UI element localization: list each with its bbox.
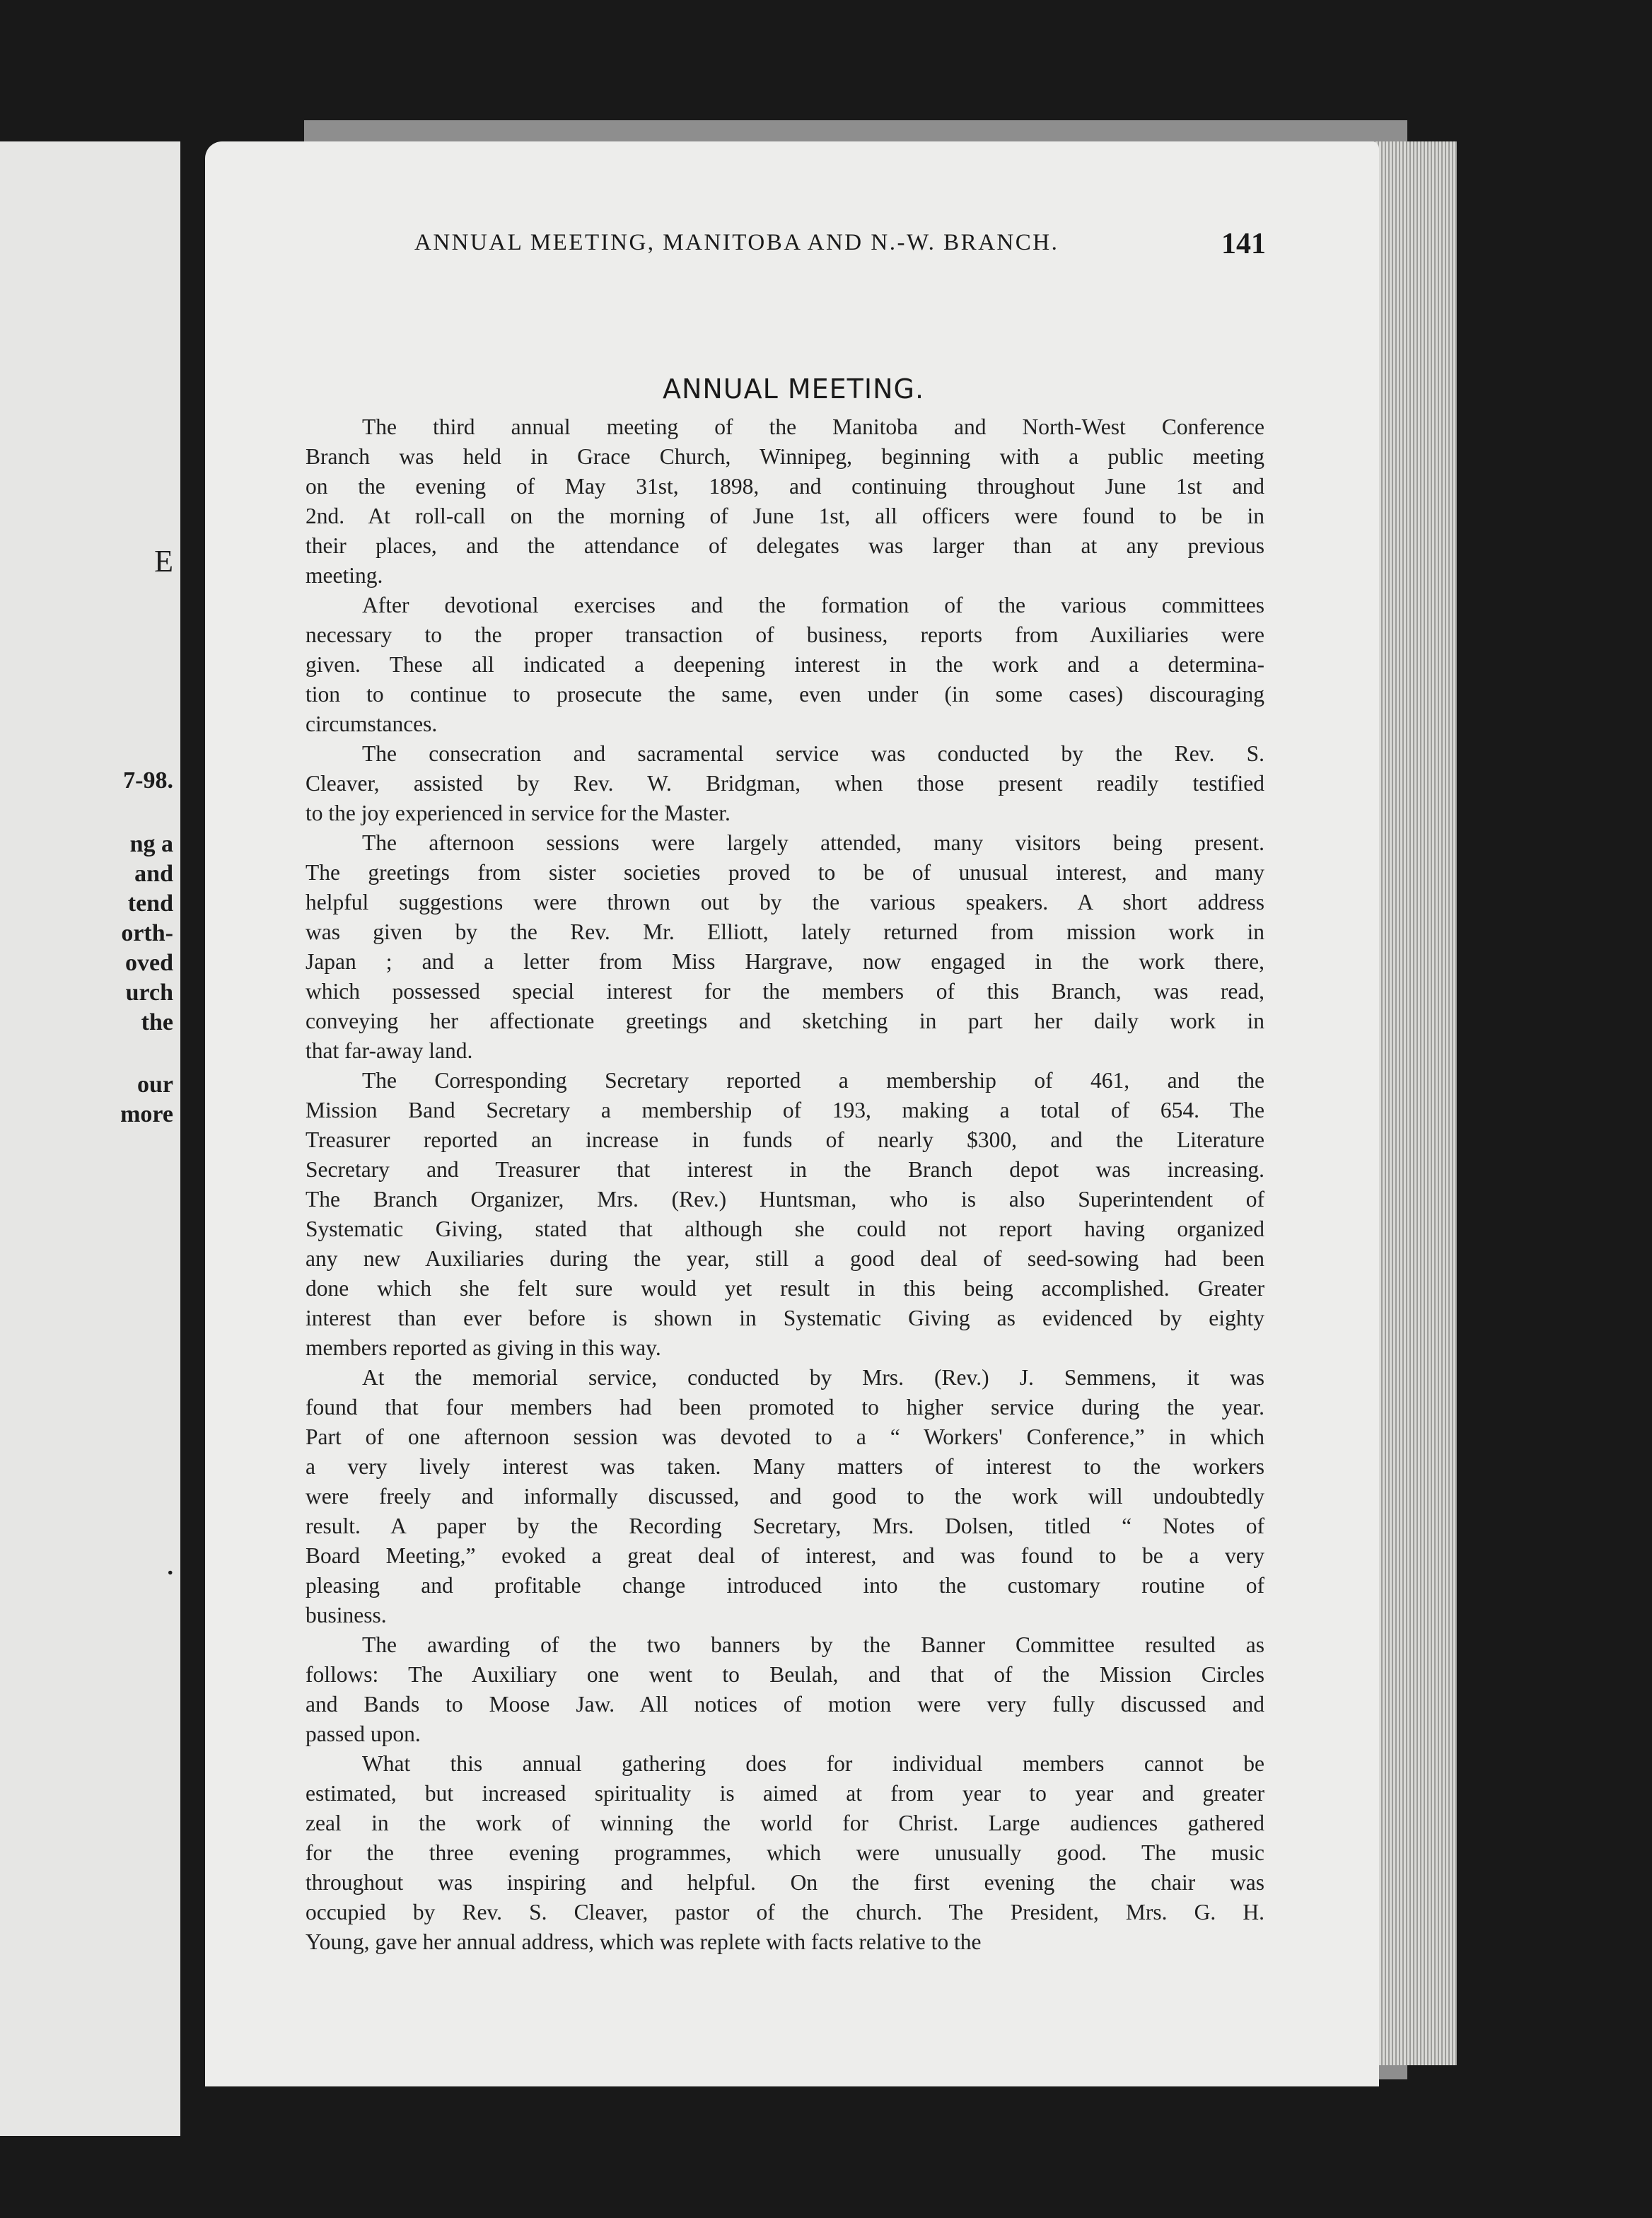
paragraph bbox=[306, 1363, 1264, 1630]
text-line: result. A paper by the Recording Secretary, Mrs. Dolsen, titled “ Notes of bbox=[306, 1514, 1264, 1538]
left-page-fragment: tend bbox=[127, 890, 173, 917]
text-line: Part of one afternoon session was devoted to a “ Workers' Conference,” in which bbox=[306, 1424, 1264, 1449]
text-line: for the three evening programmes, which were unusually good. The music bbox=[306, 1840, 1264, 1865]
section-title: ANNUAL MEETING. bbox=[662, 373, 925, 405]
text-line: Treasurer reported an increase in funds of nearly $300, and the Literature bbox=[306, 1127, 1264, 1152]
text-line: The awarding of the two banners by the Banner Committee resulted as bbox=[362, 1632, 1264, 1657]
text-line: tion to continue to prosecute the same, even under (in some cases) discouraging bbox=[306, 682, 1264, 707]
text-line: that far-away land. bbox=[306, 1038, 473, 1063]
text-line: Mission Band Secretary a membership of 193, making a total of 654. The bbox=[306, 1098, 1264, 1122]
text-line: 2nd. At roll-call on the morning of June 1st, all officers were found to be in bbox=[306, 504, 1264, 528]
running-header bbox=[205, 230, 1266, 265]
text-line: Board Meeting,” evoked a great deal of interest, and was found to be a very bbox=[306, 1543, 1264, 1568]
left-page-fragment: more bbox=[120, 1101, 173, 1127]
text-line: Young, gave her annual address, which was replete with facts relative to the bbox=[306, 1929, 982, 1954]
text-line: The greetings from sister societies proved to be of unusual interest, and many bbox=[306, 860, 1264, 885]
text-line: business. bbox=[306, 1603, 387, 1627]
text-line: The Branch Organizer, Mrs. (Rev.) Huntsman, who is also Superintendent of bbox=[306, 1187, 1264, 1212]
left-page-fragment: . bbox=[167, 1554, 173, 1580]
text-line: pleasing and profitable change introduced into the customary routine of bbox=[306, 1573, 1264, 1598]
paragraph bbox=[306, 412, 1264, 591]
text-line: helpful suggestions were thrown out by the various speakers. A short address bbox=[306, 890, 1264, 915]
text-line: Branch was held in Grace Church, Winnipeg, beginning with a public meeting bbox=[306, 444, 1264, 469]
text-line: What this annual gathering does for individual members cannot be bbox=[362, 1751, 1264, 1776]
paragraph bbox=[306, 828, 1264, 1066]
text-line: their places, and the attendance of delegates was larger than at any previous bbox=[306, 533, 1264, 558]
text-line: any new Auxiliaries during the year, still a good deal of seed-sowing had been bbox=[306, 1246, 1264, 1271]
text-line: necessary to the proper transaction of business, reports from Auxiliaries were bbox=[306, 622, 1264, 647]
text-line: passed upon. bbox=[306, 1721, 421, 1746]
paragraph bbox=[306, 739, 1264, 828]
left-page bbox=[0, 141, 180, 2136]
text-line: on the evening of May 31st, 1898, and continuing throughout June 1st and bbox=[306, 474, 1264, 499]
text-line: The consecration and sacramental service was conducted by the Rev. S. bbox=[362, 741, 1264, 766]
left-page-fragment: oved bbox=[125, 950, 173, 976]
text-line: Cleaver, assisted by Rev. W. Bridgman, when those present readily testified bbox=[306, 771, 1264, 796]
left-page-fragment: 7-98. bbox=[123, 767, 173, 794]
left-page-fragment: our bbox=[137, 1072, 173, 1098]
text-line: After devotional exercises and the formation of the various committees bbox=[362, 593, 1264, 617]
left-page-fragment: the bbox=[141, 1009, 173, 1035]
text-line: The third annual meeting of the Manitoba and North-West Conference bbox=[362, 414, 1264, 439]
paragraph bbox=[306, 1630, 1264, 1749]
left-page-fragment: urch bbox=[125, 980, 173, 1006]
article-body bbox=[306, 412, 1264, 1957]
text-line: meeting. bbox=[306, 563, 383, 588]
running-title: ANNUAL MEETING, MANITOBA AND N.-W. BRANCH. bbox=[414, 230, 1059, 255]
text-line: circumstances. bbox=[306, 712, 438, 736]
text-line: which possessed special interest for the members of this Branch, was read, bbox=[306, 979, 1264, 1004]
paragraph bbox=[306, 1749, 1264, 1957]
text-line: At the memorial service, conducted by Mrs. (Rev.) J. Semmens, it was bbox=[362, 1365, 1264, 1390]
text-line: Secretary and Treasurer that interest in the Branch depot was increasing. bbox=[306, 1157, 1264, 1182]
left-page-fragment: E bbox=[154, 544, 173, 579]
paragraph bbox=[306, 591, 1264, 739]
text-line: conveying her affectionate greetings and sketching in part her daily work in bbox=[306, 1009, 1264, 1033]
text-line: The afternoon sessions were largely attended, many visitors being present. bbox=[362, 830, 1264, 855]
left-page-fragment: orth- bbox=[121, 920, 173, 946]
text-line: done which she felt sure would yet result in this being accomplished. Greater bbox=[306, 1276, 1264, 1301]
paragraph bbox=[306, 1066, 1264, 1363]
text-line: The Corresponding Secretary reported a membership of 461, and the bbox=[362, 1068, 1264, 1093]
page-number: 141 bbox=[1221, 228, 1266, 260]
text-line: found that four members had been promoted to higher service during the year. bbox=[306, 1395, 1264, 1419]
left-page-fragment: ng a bbox=[129, 831, 173, 857]
text-line: was given by the Rev. Mr. Elliott, lately returned from mission work in bbox=[306, 919, 1264, 944]
text-line: members reported as giving in this way. bbox=[306, 1335, 661, 1360]
text-line: throughout was inspiring and helpful. On the first evening the chair was bbox=[306, 1870, 1264, 1895]
text-line: occupied by Rev. S. Cleaver, pastor of the church. The President, Mrs. G. H. bbox=[306, 1900, 1264, 1924]
text-line: Japan ; and a letter from Miss Hargrave, now engaged in the work there, bbox=[306, 949, 1264, 974]
text-line: follows: The Auxiliary one went to Beulah, and that of the Mission Circles bbox=[306, 1662, 1264, 1687]
text-line: were freely and informally discussed, and good to the work will undoubtedly bbox=[306, 1484, 1264, 1509]
text-line: estimated, but increased spirituality is aimed at from year to year and greater bbox=[306, 1781, 1264, 1806]
text-line: a very lively interest was taken. Many matters of interest to the workers bbox=[306, 1454, 1264, 1479]
text-line: to the joy experienced in service for the Master. bbox=[306, 801, 731, 825]
text-line: and Bands to Moose Jaw. All notices of motion were very fully discussed and bbox=[306, 1692, 1264, 1717]
text-line: Systematic Giving, stated that although she could not report having organized bbox=[306, 1217, 1264, 1241]
text-line: given. These all indicated a deepening interest in the work and a determina- bbox=[306, 652, 1264, 677]
left-page-fragment: and bbox=[134, 861, 173, 887]
text-line: zeal in the work of winning the world for Christ. Large audiences gathered bbox=[306, 1811, 1264, 1835]
text-line: interest than ever before is shown in Systematic Giving as evidenced by eighty bbox=[306, 1306, 1264, 1330]
